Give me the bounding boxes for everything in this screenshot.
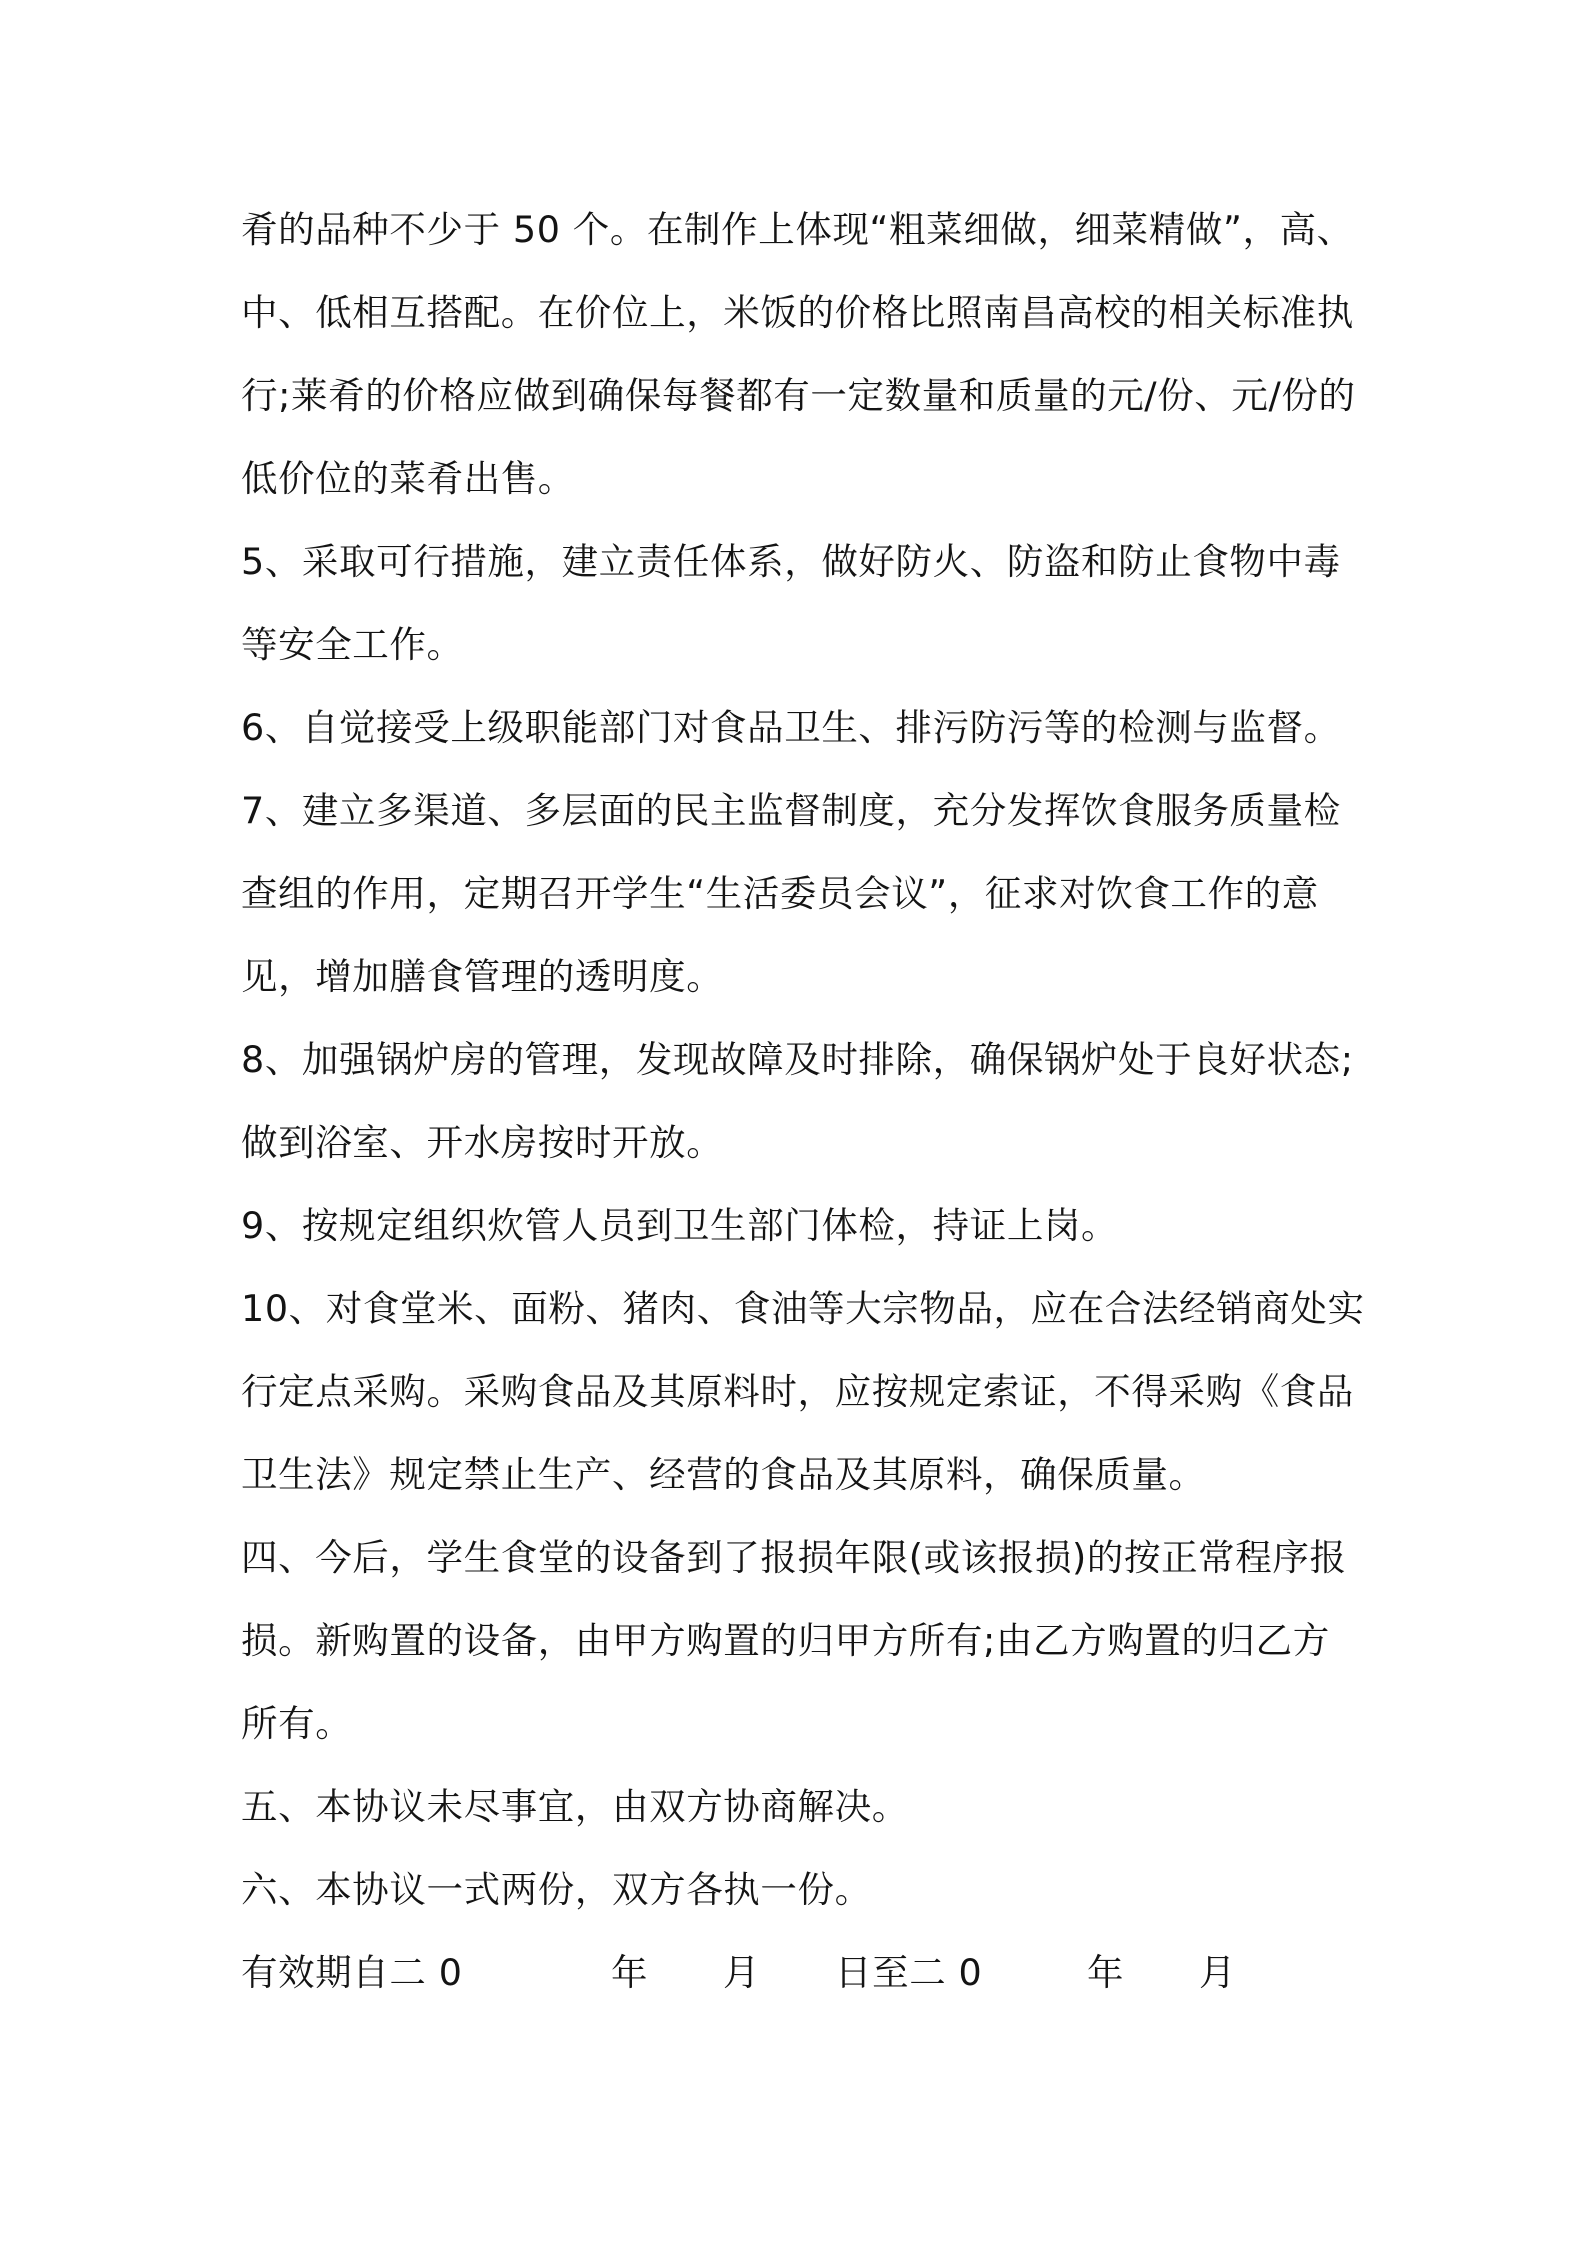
validity-start-year-label: 年 — [611, 1951, 649, 1994]
validity-end-month-label: 月 — [1199, 1951, 1237, 1994]
validity-start-day-label: 日至二 0 — [835, 1951, 983, 1994]
validity-period-line — [241, 1943, 1351, 2003]
text-line: 四、今后，学生食堂的设备到了报损年限(或该报损)的按正常程序报 — [241, 1536, 1347, 1579]
text-line: 卫生法》规定禁止生产、经营的食品及其原料，确保质量。 — [241, 1453, 1206, 1496]
text-line: 行定点采购。采购食品及其原料时，应按规定索证，不得采购《食品 — [241, 1370, 1354, 1413]
text-line: 等安全工作。 — [241, 623, 464, 666]
text-line: 损。新购置的设备，由甲方购置的归甲方所有;由乙方购置的归乙方 — [241, 1619, 1330, 1662]
text-line: 8、加强锅炉房的管理，发现故障及时排除，确保锅炉处于良好状态; — [241, 1038, 1354, 1081]
text-line: 见，增加膳食管理的透明度。 — [241, 955, 724, 998]
text-line: 6、自觉接受上级职能部门对食品卫生、排污防污等的检测与监督。 — [241, 706, 1341, 749]
text-line: 中、低相互搭配。在价位上，米饭的价格比照南昌高校的相关标准执 — [241, 291, 1354, 334]
text-line: 行;莱肴的价格应做到确保每餐都有一定数量和质量的元/份、元/份的 — [241, 374, 1356, 417]
text-line: 低价位的菜肴出售。 — [241, 457, 575, 500]
text-line: 肴的品种不少于 50 个。在制作上体现“粗菜细做，细菜精做”，高、 — [241, 208, 1354, 251]
text-line: 六、本协议一式两份，双方各执一份。 — [241, 1868, 872, 1911]
text-line: 所有。 — [241, 1702, 353, 1745]
text-line: 9、按规定组织炊管人员到卫生部门体检，持证上岗。 — [241, 1204, 1119, 1247]
validity-prefix: 有效期自二 0 — [241, 1951, 463, 1994]
validity-end-year-label: 年 — [1087, 1951, 1125, 1994]
validity-start-month-label: 月 — [723, 1951, 761, 1994]
text-line: 做到浴室、开水房按时开放。 — [241, 1121, 724, 1164]
text-line: 7、建立多渠道、多层面的民主监督制度，充分发挥饮食服务质量检 — [241, 789, 1341, 832]
text-line: 10、对食堂米、面粉、猪肉、食油等大宗物品，应在合法经销商处实 — [241, 1287, 1365, 1330]
text-line: 5、采取可行措施，建立责任体系，做好防火、防盗和防止食物中毒 — [241, 540, 1341, 583]
text-line: 查组的作用，定期召开学生“生活委员会议”，征求对饮食工作的意 — [241, 872, 1319, 915]
text-line: 五、本协议未尽事宜，由双方协商解决。 — [241, 1785, 909, 1828]
